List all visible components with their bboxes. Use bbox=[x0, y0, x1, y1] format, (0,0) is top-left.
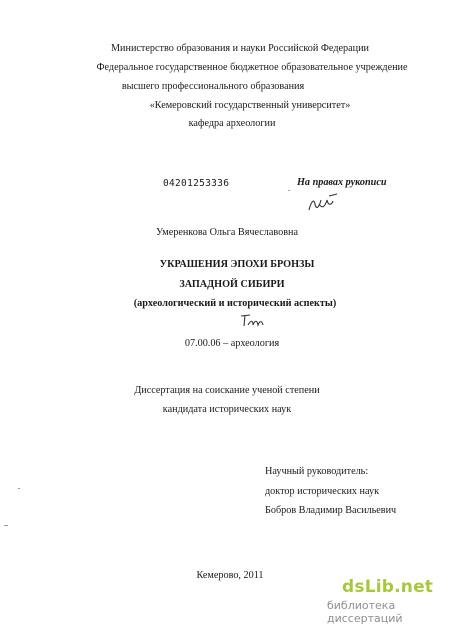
author-name: Умеренкова Ольга Вячеславовна bbox=[155, 227, 299, 238]
speck bbox=[18, 488, 20, 489]
degree-line-1: Диссертация на соискание ученой степени bbox=[134, 385, 320, 396]
department-name: кафедра археологии bbox=[188, 118, 276, 129]
manuscript-rights: На правах рукописи bbox=[297, 177, 387, 188]
ministry-line: Министерство образования и науки Российской Федерации bbox=[110, 43, 370, 54]
handwritten-mark bbox=[238, 311, 268, 331]
signature-mark bbox=[305, 190, 347, 218]
university-name: «Кемеровский государственный университет» bbox=[149, 100, 351, 111]
speck bbox=[4, 525, 8, 526]
dissertation-title-line-1: УКРАШЕНИЯ ЭПОХИ БРОНЗЫ bbox=[159, 259, 315, 270]
institution-line-2: высшего профессионального образования bbox=[121, 81, 305, 92]
speck bbox=[288, 190, 290, 191]
registration-number: 04201253336 bbox=[163, 178, 230, 189]
watermark-brand: dsLib.net bbox=[342, 577, 434, 597]
watermark-tagline: библиотека диссертаций bbox=[327, 599, 403, 625]
dissertation-subtitle: (археологический и исторический аспекты) bbox=[133, 298, 337, 309]
supervisor-title: доктор исторических наук bbox=[265, 486, 380, 497]
supervisor-label: Научный руководитель: bbox=[265, 466, 369, 477]
place-year: Кемерово, 2011 bbox=[196, 570, 264, 581]
dissertation-title-line-2: ЗАПАДНОЙ СИБИРИ bbox=[179, 279, 285, 290]
specialty: 07.00.06 – археология bbox=[184, 338, 280, 349]
supervisor-name: Бобров Владимир Васильевич bbox=[265, 505, 397, 516]
institution-line-1: Федеральное государственное бюджетное образовательное учреждение bbox=[96, 62, 408, 73]
degree-line-2: кандидата исторических наук bbox=[162, 404, 292, 415]
